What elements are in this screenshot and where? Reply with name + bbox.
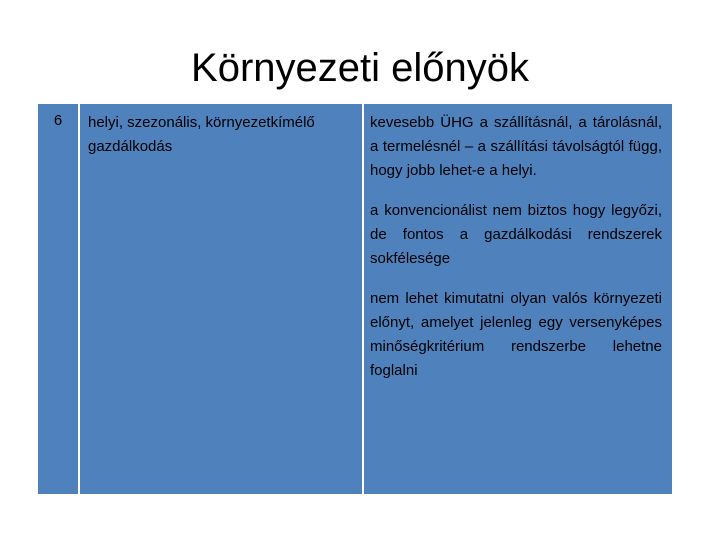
topic-cell	[80, 104, 364, 494]
detail-paragraph-3: nem lehet kimutatni olyan valós környezeti előnyt, amelyet jelenleg egy versenyképes minőségkritérium rendszerbe lehetne foglalni	[370, 290, 662, 379]
details-cell	[364, 104, 672, 494]
content-table	[38, 104, 672, 494]
slide-title: Környezeti előnyök	[191, 46, 529, 90]
row-number-cell	[38, 104, 80, 494]
topic-text: helyi, szezonális, környezetkímélő gazdálkodás	[88, 114, 315, 155]
detail-paragraph-1: kevesebb ÜHG a szállításnál, a tárolásnál, a termelésnél – a szállítási távolságtól függ, hogy jobb lehet-e a helyi.	[370, 114, 662, 179]
detail-paragraph-2: a konvencionálist nem biztos hogy legyőzi, de fontos a gazdálkodási rendszerek sokfélesége	[370, 202, 662, 267]
row-number: 6	[53, 112, 63, 129]
